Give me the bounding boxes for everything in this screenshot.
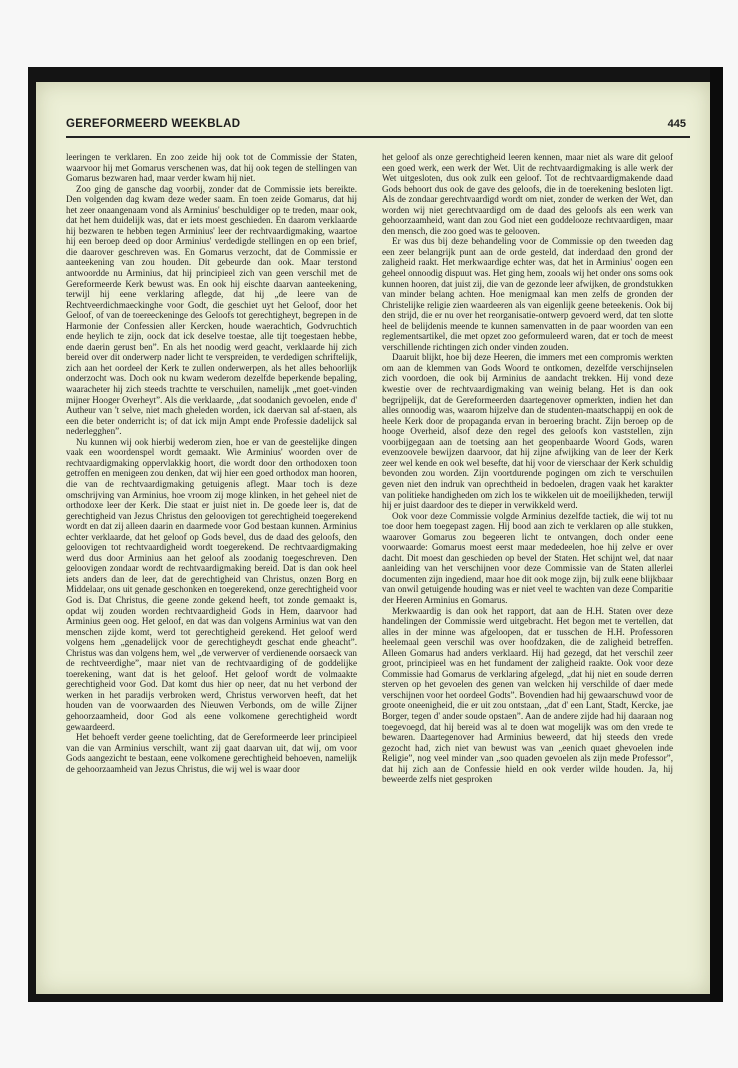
paragraph: Zoo ging de gansche dag voorbij, zonder dat de Commissie iets bereikte. Den volgenden dag kwam deze weder saam. En toen zeide Gomarus, dat hij het zeer onaangenaam vond als Arminius' beschuldiger op te treden, maar ook, dat het hem duidelijk was, dat er iets moest geschieden. En daarom verklaarde hij bezwaren te hebben tegen Arminius' leer der rechtvaardigmaking, waartoe hij een beroep deed op door Arminius' verdedigde stellingen en op een brief, die daarover geschreven was. En Gomarus verzocht, dat de Commissie er aanteekening van zou houden. Dit gebeurde dan ook. Maar terstond antwoordde nu Arminius, dat hij principieel zich van geen verschil met de Gereformeerde Kerk bewust was. En ook hij eischte daarvan aanteekening, terwijl hij eene verklaring aflegde, dat hij „de leere van de Rechtveerdichmaeckinghe voor Godt, die geschiet uyt het Geloof, door het Geloof, of van de toereeckeninge des Geloofs tot gerechtigheyt, begrepen in de Harmonie der Confessien aller Kercken, houde waerachtich, Godvruchtich ende heylich te zijn, oock dat ick deselve toestae, alle tijt toegestaen hebbe, ende daerin gerust ben”. En als het noodig werd geacht, verklaarde hij zich bereid over dit onderwerp nader licht te verspreiden, te verdedigen schriftelijk, zich aan het oordeel der Kerk te zullen onderwerpen, als het alles behoorlijk onderzocht was. Doch ook nu kwam wederom dezelfde beperkende bepaling, waaracheter hij zich steeds trachtte te verschuilen, namelijk „met goet-vinden mijner Hooger Overheyt”. Als die verklaarde, „dat soodanich gevoelen, ende d' Autheur van 't selve, niet mach gheleden worden, ick daervan sal af-staen, als een die beter onderricht is; of dat ick mijn Ampt ende Professie dadelijck sal nederlegghen”. xyxy=(66,183,357,437)
page-number: 445 xyxy=(667,118,686,130)
paragraph: Merkwaardig is dan ook het rapport, dat aan de H.H. Staten over deze handelingen der Commissie werd uitgebracht. Het begon met te vertellen, dat alles in der minne was afgeloopen, dat er tusschen de H.H. Professoren heelemaal geen verschil was over hoofdzaken, die de zaligheid betreffen. Alleen Gomarus had anders verklaard. Hij had gezegd, dat het verschil zeer groot, principieel was en het fundament der zaligheid raakte. Ook voor deze Commissie had Gomarus de verklaring afgelegd, „dat hij niet en soude derren sterven op het gevoelen des genen van welcken hij verschilde of daer mede verschijnen voor het oordeel Godts”. Bovendien had hij gewaarschuwd voor de groote oneenigheid, die er uit zou ontstaan, „dat d' een Lant, Stadt, Kercke, jae Borger, tegen d' ander soude opstaen”. Aan de andere zijde had hij daaraan nog toegevoegd, dat hij bereid was al te doen wat mogelijk was om den vrede te bewaren. Daartegenover had Arminius beweerd, dat hij steeds den vrede gezocht had, zich niet van bewust was van „eenich quaet ghevoelen inde Religie”, nog veel minder van „soo quaden gevoelen als zijn mede Professor”, dat hij zich aan de Confessie hield en ook verder wilde houden. Ja, hij beweerde zelfs niet gesproken xyxy=(382,605,673,785)
paragraph: het geloof als onze gerechtigheid leeren kennen, maar niet als ware dit geloof een goed werk, een werk der Wet. Uit de rechtvaardigmaking is alle werk der Wet uitgesloten, dus ook zulk een geloof. Tot de rechtvaardigmakende daad Gods behoort dus ook de gave des geloofs, die in de toerekening besloten ligt. Als de zondaar gerechtvaardigd wordt om niet, zonder de werken der Wet, dan worden wij niet gerechtvaardigd om de daad des geloofs als een werk van gehoorzaamheid, want dan zou God niet een goddelooze rechtvaardigen, maar den mensch, die zoo goed was te gelooven. xyxy=(382,152,673,236)
left-column xyxy=(66,152,357,984)
paragraph: leeringen te verklaren. En zoo zeide hij ook tot de Commissie der Staten, waarvoor hij met Gomarus verschenen was, dat hij ook tegen de stellingen van Gomarus bezwaren had, maar verder kwam hij niet. xyxy=(66,152,357,184)
paragraph: Daaruit blijkt, hoe bij deze Heeren, die immers met een compromis werkten om aan de klemmen van Gods Woord te ontkomen, dezelfde verschijnselen zich voordoen, die ook bij Arminius de aandacht trekken. Hij vond deze kwestie over de rechtvaardigmaking van weinig belang. Het is dan ook begrijpelijk, dat de Gereformeerden daartegenover opmerkten, indien het dan alles onnoodig was, waarom hijzelve dan de studenten-maatschappij en ook de heele Kerk door de propaganda ervan in beroering bracht. Zijn beroep op de hooge Overheid, alsof deze den regel des geloofs kon vaststellen, zijn voorbijgegaan aan de toetsing aan het geopenbaarde Woord Gods, waren evenzoovele bewijzen daarvoor, dat hij zijne afwijking van de leer der Kerk zeer wel kende en ook wel besefte, dat hij voor de vierschaar der Kerk schuldig bevonden zou worden. Zijn voortdurende pogingen om zich te verschuilen geven niet den indruk van oprechtheid in bedoelen, dragen vaak het karakter van politieke handigheden om zich los te wikkelen uit de moeilijkheden, terwijl hij er juist daardoor des te dieper in verwikkeld werd. xyxy=(382,352,673,511)
paragraph: Het behoeft verder geene toelichting, dat de Gereformeerde leer principieel van die van Arminius verschilt, want zij gaat daarvan uit, dat wij, om voor Gods aangezicht te bestaan, eene volkomene gerechtigheid behoeven, namelijk de gehoorzaamheid van Jezus Christus, die wij wel is waar door xyxy=(66,732,357,774)
book-binding-edge xyxy=(710,67,723,1002)
paragraph: Ook voor deze Commissie volgde Arminius dezelfde tactiek, die wij tot nu toe door hem toegepast zagen. Hij bood aan zich te verklaren op alle stukken, waarover Gomarus zou begeeren licht te ontvangen, doch onder eene voorwaarde: Gomarus moest eerst maar mededeelen, hoe hij zelve er over dacht. Dit moest dan geschieden op bevel der Staten. Het schijnt wel, dat naar aanleiding van het verschijnen voor deze Commissie van de Staten allerlei documenten zijn ingediend, maar hoe dit ook moge zijn, bij zulk eene blijkbaar van onwil getuigende houding was er niet veel te wachten van deze Comparitie der Heeren Arminius en Gomarus. xyxy=(382,510,673,605)
paragraph: Er was dus bij deze behandeling voor de Commissie op den tweeden dag een zeer belangrijk punt aan de orde gesteld, dat inderdaad den grond der zaligheid raakt. Het merkwaardige echter was, dat het in Arminius' oogen een geheel onnoodig dispuut was. Het ging hem, zooals wij het onder ons soms ook kunnen hooren, dat juist zij, die van de gezonde leer afwijken, de grondstukken van minder belang achten. Hoe menigmaal kan men zelfs de gronden der Christelijke religie zien waardeeren als van eigenlijk geene beteekenis. Ook bij den strijd, die er nu over het reorganisatie-ontwerp gevoerd werd, dat ten slotte heel de belijdenis meende te kunnen samenvatten in de paar woorden van een reglementsartikel, die met opzet zoo geformuleerd waren, dat er toch de meest verschillende richtingen zich onder vinden zouden. xyxy=(382,236,673,352)
page-header xyxy=(66,118,690,138)
magazine-page xyxy=(36,82,710,994)
running-title: GEREFORMEERD WEEKBLAD xyxy=(66,118,241,130)
right-column xyxy=(382,152,673,984)
paragraph: Nu kunnen wij ook hierbij wederom zien, hoe er van de geestelijke dingen vaak een woordenspel wordt gemaakt. Wie Arminius' woorden over de rechtvaardigmaking oppervlakkig hoort, die wordt door den orthodoxen toon getroffen en menigeen zou denken, dat wij hier een goed orthodox man hooren, die van de rechtvaardigmaking getuigenis aflegt. Maar toch is deze omschrijving van Arminius, hoe vroom zij moge klinken, in het geheel niet de orthodoxe leer der Kerk. Die staat er juist niet in. De goede leer is, dat de gerechtigheid van Jezus Christus den geloovigen tot gerechtigheid toegerekend wordt en dat zij alleen daarin en daarmede voor God bestaan kunnen. Arminius echter verklaarde, dat het geloof op Gods bevel, dus de daad des geloofs, den geloovigen tot rechtvaardigheid wordt toegerekend. De rechtvaardigmaking werd dus door Arminius aan het geloof als zoodanig toegeschreven. Den geloovigen zondaar wordt de rechtvaardigmaking bereid. Dat is dan ook heel iets anders dan de leer, dat de gerechtigheid van Christus, onzen Borg en Middelaar, ons uit genade geschonken en toegerekend, onze gerechtigheid voor God is. Dat Christus, die geene zonde gekend heeft, tot zonde gemaakt is, opdat wij zouden worden rechtvaardigheid Gods in Hem, daarvoor had Arminius geen oog. Het geloof, en dat was dan volgens Arminius wat van den menschen zijde komt, werd tot gerechtigheid gerekend. Het geloof werd volgens hem „genadelijck voor de gerechtigheydt geschat ende gheacht”. Christus was dan volgens hem, wel „de verwerver of verdienende oorsaeck van de rechtveerdighe”, maar niet van de rechtvaardiging of de goddelijke toerekening, want dat is het geloof. Het geloof wordt de volmaakte gerechtigheid voor God. Dat komt dus hier op neer, dat nu het verbond der werken in het paradijs verbroken werd, Christus verworven heeft, dat het houden van de voorwaarden des Nieuwen Verbonds, om de wille Zijner gehoorzaamheid, door God als eene volkomene gerechtigheid wordt gewaardeerd. xyxy=(66,436,357,732)
